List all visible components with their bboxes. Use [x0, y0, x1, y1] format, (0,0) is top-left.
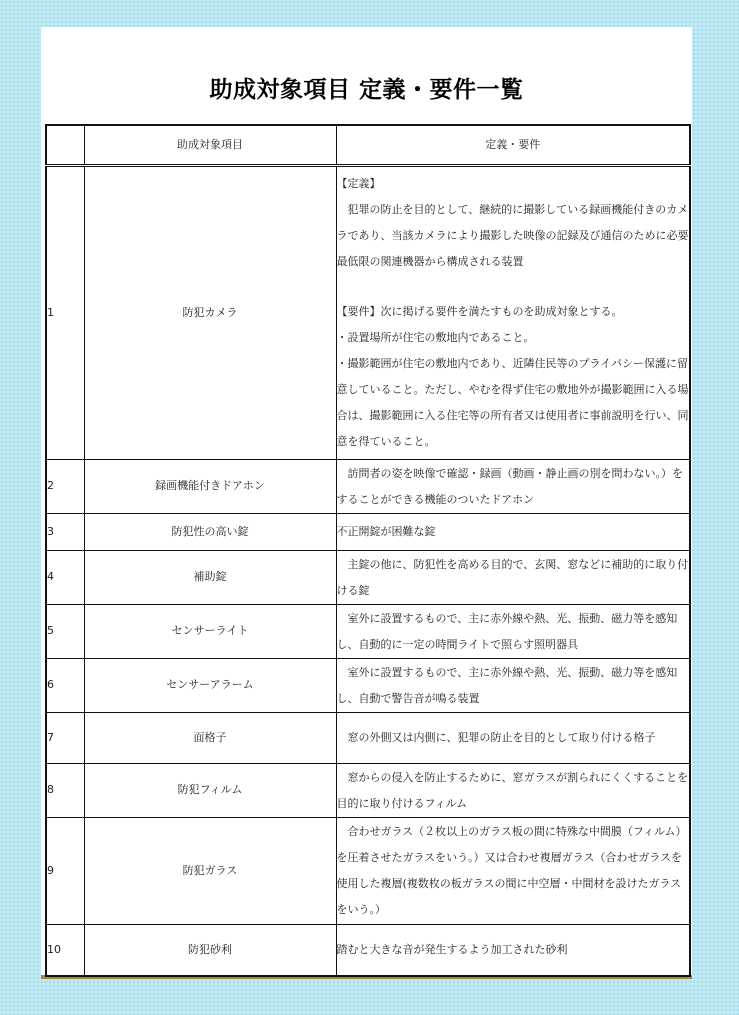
row-item: 防犯フィルム: [84, 764, 336, 818]
requirements-label: 【要件】: [336, 305, 381, 318]
row-number: 8: [46, 764, 84, 818]
row-number: 3: [46, 514, 84, 551]
row-number: 1: [46, 166, 84, 460]
table-row: [46, 764, 690, 818]
row-number: 9: [46, 818, 84, 925]
row-description: 室外に設置するもので、主に赤外線や熱、光、振動、磁力等を感知し、自動で警告音が鳴る装置: [336, 659, 690, 713]
row-item: センサーライト: [84, 605, 336, 659]
table-row: [46, 514, 690, 551]
row-description: 窓からの侵入を防止するために、窓ガラスが割られにくくすることを目的に取り付けるフィルム: [336, 764, 690, 818]
row-description: 合わせガラス（２枚以上のガラス板の間に特殊な中間膜（フィルム）を圧着させたガラスをいう。）又は合わせ複層ガラス（合わせガラスを使用した複層(複数枚の板ガラスの間に中空層・中間材を設けたガラスをいう。）: [336, 818, 690, 925]
row-description: 窓の外側又は内側に、犯罪の防止を目的として取り付ける格子: [336, 713, 690, 764]
row-description: 踏むと大きな音が発生するよう加工された砂利: [336, 925, 690, 976]
header-definition: 定義・要件: [336, 125, 690, 166]
row-item: 補助錠: [84, 551, 336, 605]
page-title: 助成対象項目 定義・要件一覧: [209, 77, 524, 103]
definition-text: 犯罪の防止を目的として、継続的に撮影している録画機能付きのカメラであり、当該カメラにより撮影した映像の記録及び通信のために必要最低限の関連機器から構成される装置: [336, 203, 689, 268]
row-number: 10: [46, 925, 84, 976]
row-item: 防犯砂利: [84, 925, 336, 976]
row-item: 防犯性の高い錠: [84, 514, 336, 551]
requirement-item: ・設置場所が住宅の敷地内であること。: [336, 331, 535, 344]
row-number: 5: [46, 605, 84, 659]
table-header-row: [46, 125, 690, 166]
row-number: 4: [46, 551, 84, 605]
document-page: [41, 27, 692, 979]
row-number: 2: [46, 460, 84, 514]
row-description: 主錠の他に、防犯性を高める目的で、玄関、窓などに補助的に取り付ける錠: [336, 551, 690, 605]
table-row: [46, 713, 690, 764]
table-row: [46, 818, 690, 925]
row-description: [336, 166, 690, 460]
row-description: 室外に設置するもので、主に赤外線や熱、光、振動、磁力等を感知し、自動的に一定の時間ライトで照らす照明器具: [336, 605, 690, 659]
requirements-line: [337, 299, 690, 325]
row-item: 防犯ガラス: [84, 818, 336, 925]
row-description: 不正開錠が困難な錠: [336, 514, 690, 551]
header-no: [46, 125, 84, 166]
table-row: [46, 925, 690, 976]
row-item: 防犯カメラ: [84, 166, 336, 460]
definition-label: 【定義】: [336, 177, 381, 190]
table-row: [46, 605, 690, 659]
row-number: 6: [46, 659, 84, 713]
requirements-table: [45, 124, 691, 977]
table-row: [46, 166, 690, 460]
table-row: [46, 551, 690, 605]
requirement-item: ・撮影範囲が住宅の敷地内であり、近隣住民等のプライバシー保護に留意していること。ただし、やむを得ず住宅の敷地外が撮影範囲に入る場合は、撮影範囲に入る住宅等の所有者又は使用者に事前説明を行い、同意を得ていること。: [336, 357, 689, 448]
table-row: [46, 659, 690, 713]
row-item: 面格子: [84, 713, 336, 764]
header-item: 助成対象項目: [84, 125, 336, 166]
row-item: センサーアラーム: [84, 659, 336, 713]
row-item: 録画機能付きドアホン: [84, 460, 336, 514]
table-row: [46, 460, 690, 514]
requirements-intro: 次に掲げる要件を満たすものを助成対象とする。: [380, 305, 623, 318]
row-description: 訪問者の姿を映像で確認・録画（動画・静止画の別を問わない。）をすることができる機能のついたドアホン: [336, 460, 690, 514]
row-number: 7: [46, 713, 84, 764]
